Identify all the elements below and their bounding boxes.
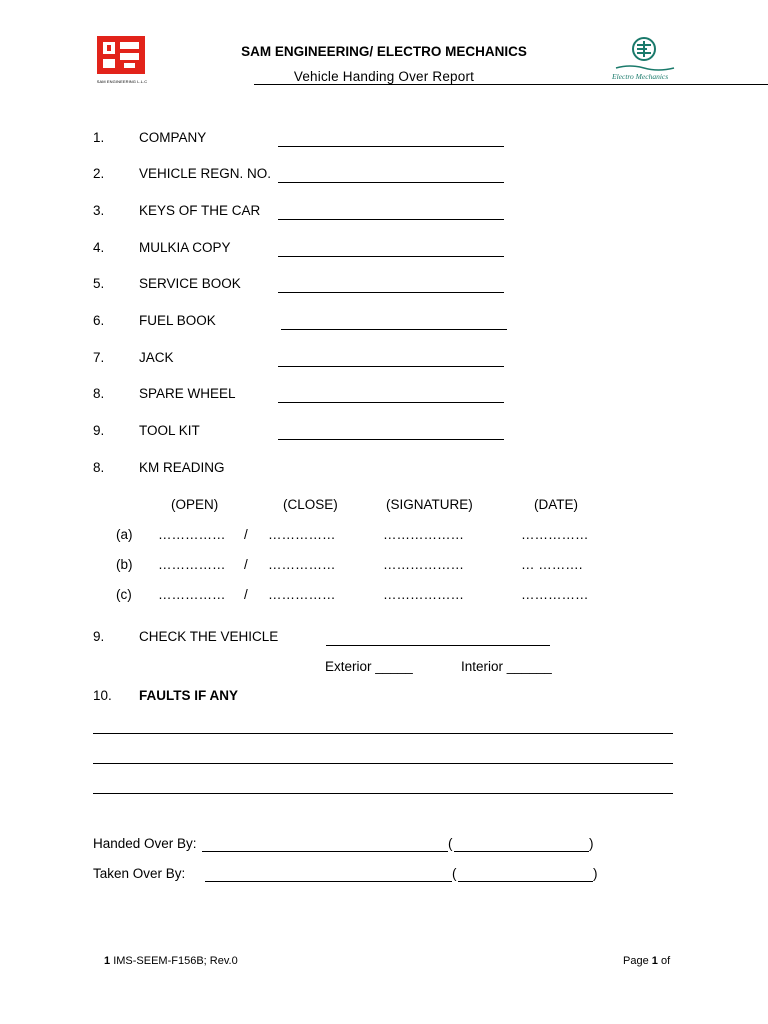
em-logo-text: Electro Mechanics	[612, 72, 669, 81]
footer-page-of: of	[660, 955, 671, 967]
handed-over-name-line[interactable]	[202, 851, 448, 852]
exterior-field[interactable]: Exterior _____	[325, 659, 413, 674]
close-reading-field[interactable]: ……………	[268, 557, 336, 572]
faults-line[interactable]	[93, 763, 673, 764]
keys-fill-line[interactable]	[278, 219, 504, 220]
item-number: 8.	[93, 460, 105, 475]
close-reading-field[interactable]: ……………	[268, 587, 336, 602]
item-number: 9.	[93, 423, 105, 438]
open-reading-field[interactable]: ……………	[158, 557, 226, 572]
item-label: JACK	[139, 350, 174, 365]
footer-page-number	[623, 955, 670, 967]
tool-kit-fill-line[interactable]	[278, 439, 504, 440]
item-label: TOOL KIT	[139, 423, 200, 438]
footer-doc-code	[104, 955, 238, 967]
vehicle-regn-fill-line[interactable]	[278, 182, 504, 183]
date-field[interactable]: … ……….	[521, 557, 583, 572]
footer-doc-code-text: IMS-SEEM-F156B; Rev.0	[113, 955, 238, 967]
footer-doc-num: 1	[104, 955, 111, 967]
header-rule	[254, 84, 768, 85]
item-number: 2.	[93, 166, 105, 181]
mulkia-fill-line[interactable]	[278, 256, 504, 257]
reading-separator: /	[244, 587, 248, 602]
signature-field[interactable]: ………………	[383, 527, 464, 542]
check-vehicle-fill-line[interactable]	[326, 645, 550, 646]
item-label: FUEL BOOK	[139, 313, 216, 328]
km-reading-label: KM READING	[139, 460, 225, 475]
item-label: MULKIA COPY	[139, 240, 231, 255]
open-paren: (	[452, 866, 457, 881]
sam-logo-caption: SAM ENGINEERING L.L.C	[96, 79, 148, 84]
item-number: 1.	[93, 130, 105, 145]
close-reading-field[interactable]: ……………	[268, 527, 336, 542]
close-paren: )	[593, 866, 598, 881]
row-label: (c)	[116, 587, 132, 602]
faults-label: FAULTS IF ANY	[139, 688, 238, 703]
reading-separator: /	[244, 557, 248, 572]
reading-separator: /	[244, 527, 248, 542]
company-title: SAM ENGINEERING/ ELECTRO MECHANICS	[241, 44, 527, 59]
column-header-open: (OPEN)	[171, 497, 219, 512]
footer-page-num: 1	[651, 955, 658, 967]
close-paren: )	[589, 836, 594, 851]
handed-over-label: Handed Over By:	[93, 836, 197, 851]
jack-fill-line[interactable]	[278, 366, 504, 367]
open-reading-field[interactable]: ……………	[158, 587, 226, 602]
item-label: SERVICE BOOK	[139, 276, 241, 291]
spare-wheel-fill-line[interactable]	[278, 402, 504, 403]
item-number: 6.	[93, 313, 105, 328]
open-reading-field[interactable]: ……………	[158, 527, 226, 542]
item-number: 5.	[93, 276, 105, 291]
company-fill-line[interactable]	[278, 146, 504, 147]
item-number: 7.	[93, 350, 105, 365]
taken-over-id-line[interactable]	[458, 881, 593, 882]
row-label: (a)	[116, 527, 133, 542]
service-book-fill-line[interactable]	[278, 292, 504, 293]
fuel-book-fill-line[interactable]	[281, 329, 507, 330]
row-label: (b)	[116, 557, 133, 572]
faults-line[interactable]	[93, 733, 673, 734]
signature-field[interactable]: ………………	[383, 557, 464, 572]
interior-field[interactable]: Interior ______	[461, 659, 552, 674]
column-header-signature: (SIGNATURE)	[386, 497, 473, 512]
item-number: 9.	[93, 629, 105, 644]
column-header-date: (DATE)	[534, 497, 578, 512]
electro-mechanics-logo	[610, 36, 680, 90]
item-number: 8.	[93, 386, 105, 401]
open-paren: (	[448, 836, 453, 851]
item-label: VEHICLE REGN. NO.	[139, 166, 272, 181]
taken-over-label: Taken Over By:	[93, 866, 186, 881]
handed-over-id-line[interactable]	[454, 851, 589, 852]
check-vehicle-label: CHECK THE VEHICLE	[139, 629, 279, 644]
signature-field[interactable]: ………………	[383, 587, 464, 602]
faults-line[interactable]	[93, 793, 673, 794]
date-field[interactable]: ……………	[521, 527, 589, 542]
item-number: 4.	[93, 240, 105, 255]
report-title: Vehicle Handing Over Report	[293, 69, 475, 84]
item-label: KEYS OF THE CAR	[139, 203, 261, 218]
item-label: COMPANY	[139, 130, 207, 145]
footer-page-label: Page	[623, 955, 649, 967]
item-label: SPARE WHEEL	[139, 386, 236, 401]
item-number: 10.	[93, 688, 112, 703]
item-number: 3.	[93, 203, 105, 218]
date-field[interactable]: ……………	[521, 587, 589, 602]
taken-over-name-line[interactable]	[205, 881, 452, 882]
column-header-close: (CLOSE)	[283, 497, 338, 512]
